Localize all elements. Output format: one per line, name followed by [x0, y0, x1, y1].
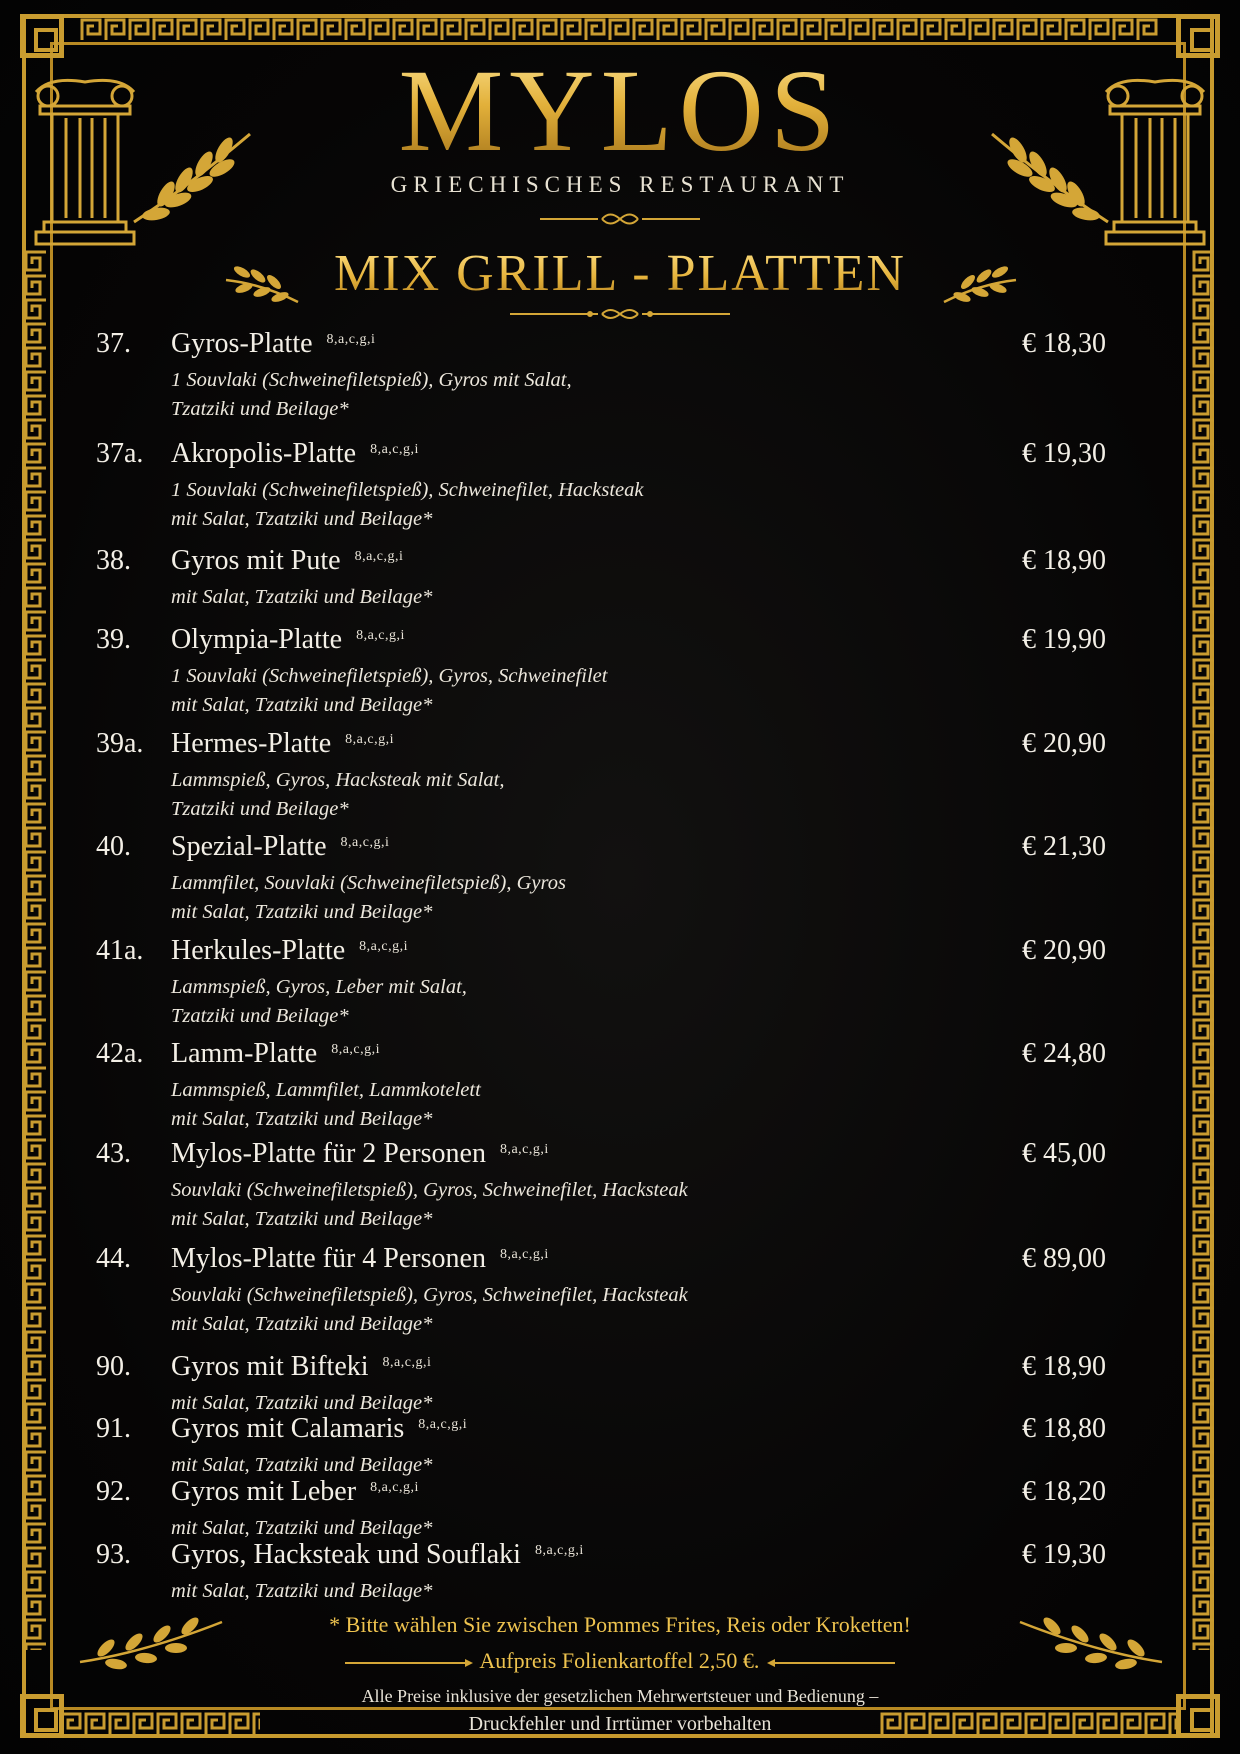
item-price: € 24,80	[1022, 1038, 1106, 1069]
allergen-codes: 8,a,c,g,i	[370, 442, 419, 457]
item-name-row	[171, 1243, 549, 1275]
allergen-codes: 8,a,c,g,i	[534, 1543, 584, 1558]
item-description: mit Salat, Tzatziki und Beilage*	[171, 1313, 433, 1335]
item-name: Mylos-Platte für 2 Personen	[171, 1138, 486, 1169]
item-name: Gyros mit Bifteki	[171, 1351, 369, 1382]
item-number: 44.	[96, 1243, 131, 1274]
item-description: mit Salat, Tzatziki und Beilage*	[171, 1208, 433, 1230]
legal-line-1: Alle Preise inklusive der gesetzlichen Mehrwertsteuer und Bedienung –	[361, 1686, 879, 1706]
item-price: € 19,30	[1022, 438, 1106, 469]
item-name-row	[171, 438, 419, 470]
allergen-codes: 8,a,c,g,i	[356, 628, 405, 643]
item-description: Tzatziki und Beilage*	[171, 398, 349, 420]
arrow-line-right-icon	[765, 1658, 895, 1668]
item-name: Hermes-Platte	[171, 728, 332, 759]
item-description: Lammspieß, Gyros, Leber mit Salat,	[171, 976, 467, 998]
item-price: € 89,00	[1022, 1243, 1106, 1274]
greek-key-border-right	[1192, 250, 1216, 1650]
item-price: € 18,20	[1022, 1476, 1106, 1507]
item-number: 38.	[96, 545, 131, 576]
restaurant-logo: MYLOS	[0, 52, 1240, 170]
item-description: 1 Souvlaki (Schweinefiletspieß), Gyros, Schweinefilet	[171, 665, 608, 687]
item-description: mit Salat, Tzatziki und Beilage*	[171, 1517, 433, 1539]
item-name-row	[171, 1351, 431, 1383]
greek-key-border-top	[80, 18, 1160, 42]
item-description: mit Salat, Tzatziki und Beilage*	[171, 1580, 433, 1602]
flourish-divider-icon	[540, 210, 700, 228]
allergen-codes: 8,a,c,g,i	[359, 939, 408, 954]
allergen-codes: 8,a,c,g,i	[418, 1417, 468, 1432]
item-number: 39.	[96, 624, 131, 655]
item-price: € 21,30	[1022, 831, 1106, 862]
item-number: 37a.	[96, 438, 144, 469]
legal-notice	[0, 1682, 1240, 1738]
allergen-codes: 8,a,c,g,i	[345, 732, 394, 747]
item-description: mit Salat, Tzatziki und Beilage*	[171, 1392, 433, 1414]
item-name-row	[171, 624, 405, 656]
item-name-row	[171, 1138, 549, 1170]
allergen-codes: 8,a,c,g,i	[331, 1042, 381, 1057]
item-name-row	[171, 728, 394, 760]
item-description: Lammspieß, Lammfilet, Lammkotelett	[171, 1079, 481, 1101]
item-name: Gyros mit Pute	[171, 545, 341, 576]
item-name: Gyros-Platte	[171, 328, 313, 359]
item-description: mit Salat, Tzatziki und Beilage*	[171, 1108, 433, 1130]
item-name-row	[171, 1038, 380, 1070]
item-price: € 45,00	[1022, 1138, 1106, 1169]
item-description: mit Salat, Tzatziki und Beilage*	[171, 901, 433, 923]
item-number: 93.	[96, 1539, 131, 1570]
allergen-codes: 8,a,c,g,i	[326, 332, 376, 347]
legal-line-2: Druckfehler und Irrtümer vorbehalten	[468, 1713, 772, 1735]
item-name-row	[171, 1413, 467, 1445]
allergen-codes: 8,a,c,g,i	[382, 1355, 432, 1370]
item-price: € 19,90	[1022, 624, 1106, 655]
allergen-codes: 8,a,c,g,i	[354, 549, 404, 564]
item-name-row	[171, 1539, 584, 1571]
side-dish-note: * Bitte wählen Sie zwischen Pommes Frites, Reis oder Kroketten!	[329, 1612, 911, 1637]
section-title: MIX GRILL - PLATTEN	[0, 244, 1240, 303]
arrow-line-left-icon	[345, 1658, 475, 1668]
item-number: 91.	[96, 1413, 131, 1444]
item-description: Souvlaki (Schweinefiletspieß), Gyros, Schweinefilet, Hacksteak	[171, 1179, 688, 1201]
item-name: Olympia-Platte	[171, 624, 343, 655]
greek-key-border-left	[24, 250, 48, 1650]
item-name-row	[171, 545, 403, 577]
item-number: 37.	[96, 328, 131, 359]
item-number: 40.	[96, 831, 131, 862]
item-number: 90.	[96, 1351, 131, 1382]
item-number: 39a.	[96, 728, 144, 759]
item-description: 1 Souvlaki (Schweinefiletspieß), Schweinefilet, Hacksteak	[171, 479, 644, 501]
item-name-row	[171, 831, 389, 863]
flourish-divider-icon	[510, 306, 730, 322]
item-number: 43.	[96, 1138, 131, 1169]
item-price: € 20,90	[1022, 935, 1106, 966]
item-number: 41a.	[96, 935, 144, 966]
item-number: 42a.	[96, 1038, 144, 1069]
item-description: mit Salat, Tzatziki und Beilage*	[171, 508, 433, 530]
item-name: Spezial-Platte	[171, 831, 327, 862]
item-description: Souvlaki (Schweinefiletspieß), Gyros, Schweinefilet, Hacksteak	[171, 1284, 688, 1306]
item-description: Tzatziki und Beilage*	[171, 798, 349, 820]
item-description: Lammfilet, Souvlaki (Schweinefiletspieß), Gyros	[171, 872, 566, 894]
item-price: € 18,90	[1022, 545, 1106, 576]
item-description: mit Salat, Tzatziki und Beilage*	[171, 1454, 433, 1476]
item-price: € 18,90	[1022, 1351, 1106, 1382]
item-description: 1 Souvlaki (Schweinefiletspieß), Gyros mit Salat,	[171, 369, 572, 391]
allergen-codes: 8,a,c,g,i	[499, 1247, 549, 1262]
item-name: Gyros mit Leber	[171, 1476, 357, 1507]
item-description: mit Salat, Tzatziki und Beilage*	[171, 694, 433, 716]
item-description: Tzatziki und Beilage*	[171, 1005, 349, 1027]
allergen-codes: 8,a,c,g,i	[340, 835, 390, 850]
item-price: € 20,90	[1022, 728, 1106, 759]
item-name: Mylos-Platte für 4 Personen	[171, 1243, 486, 1274]
item-description: mit Salat, Tzatziki und Beilage*	[171, 586, 433, 608]
item-price: € 18,80	[1022, 1413, 1106, 1444]
item-name-row	[171, 1476, 419, 1508]
item-name: Herkules-Platte	[171, 935, 346, 966]
restaurant-subtitle: GRIECHISCHES RESTAURANT	[390, 172, 850, 197]
item-price: € 19,30	[1022, 1539, 1106, 1570]
item-name: Gyros, Hacksteak und Souflaki	[171, 1539, 521, 1570]
item-description: Lammspieß, Gyros, Hacksteak mit Salat,	[171, 769, 505, 791]
surcharge-note: Aufpreis Folienkartoffel 2,50 €.	[479, 1648, 760, 1673]
item-name-row	[171, 328, 375, 360]
item-name-row	[171, 935, 408, 967]
allergen-codes: 8,a,c,g,i	[499, 1142, 549, 1157]
allergen-codes: 8,a,c,g,i	[370, 1480, 419, 1495]
item-name: Akropolis-Platte	[171, 438, 357, 469]
item-name: Gyros mit Calamaris	[171, 1413, 405, 1444]
surcharge-note-row	[0, 1648, 1240, 1674]
item-price: € 18,30	[1022, 328, 1106, 359]
item-number: 92.	[96, 1476, 131, 1507]
item-name: Lamm-Platte	[171, 1038, 318, 1069]
